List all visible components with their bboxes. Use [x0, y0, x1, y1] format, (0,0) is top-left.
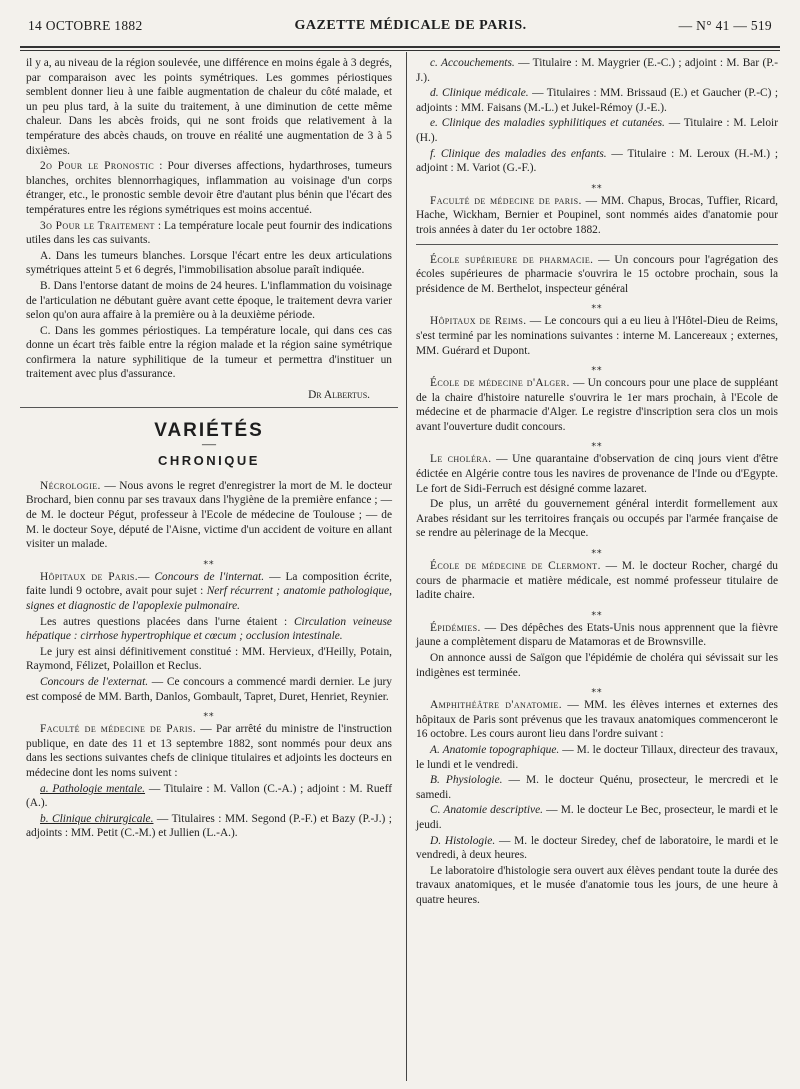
treatment-paragraph: [26, 219, 392, 248]
header-rule-thin: [20, 50, 780, 51]
amphitheatre-paragraph: [416, 698, 778, 742]
clinic-c-paragraph: [416, 56, 778, 85]
pharmacie-text: — Un concours pour l'agrégation des écoles supérieures de pharmacie s'ouvrira le 15 octobre prochain, sous la présidence de M. Berthelot, inspecteur général: [416, 253, 778, 295]
cholera-text: — Une quarantaine d'observation de cinq jours vient d'être édictée en Algérie contre tous les navires de provenance de l'Inde ou d'Egypte. Le fort de Sidi-Ferruch est désigné comme lazaret.: [416, 453, 779, 495]
externat-paragraph: [26, 675, 392, 704]
jury-paragraph: Le jury est ainsi définitivement constitué : MM. Hervieux, d'Heilly, Potain, Raymond, Félizet, Polaillon et Reclus.: [26, 645, 392, 673]
case-b-paragraph: B. Dans l'entorse datant de moins de 24 heures. L'inflammation du voisinage de l'articulation ne débutant guère avant cette époque, le traitement devra varier selon qu'on aura affaire à la première ou à la deuxième période.: [26, 279, 392, 322]
exam-subject: Nerf récurrent ; anatomie pathologique, signes et diagnostic de l'apoplexie pulmonaire.: [26, 585, 392, 612]
amphitheatre-text: — MM. les élèves internes et externes des hôpitaux de Paris sont prévenus que les travaux anatomiques commenceront le 16 octobre. Les cours auront lieu dans l'ordre suivant :: [416, 699, 778, 741]
epidemies-label: Épidémies.: [430, 621, 481, 634]
clinic-d-label: d. Clinique médicale.: [430, 87, 529, 100]
section-rule: [20, 407, 398, 408]
necrology-label: Nécrologie.: [40, 479, 101, 492]
alger-label: École de médecine d'Alger.: [430, 377, 570, 390]
varietes-heading: VARIÉTÉS: [154, 419, 264, 441]
header-rule: [20, 46, 780, 48]
hopitaux-paragraph: [26, 570, 392, 614]
hopitaux-text: — La composition écrite, faite lundi 9 octobre, avait pour sujet :: [26, 570, 392, 598]
course-d-label: D. Histologie.: [430, 834, 496, 847]
faculte-label: Faculté de médecine de Paris.: [40, 723, 197, 736]
epidemies-paragraph: [416, 621, 778, 650]
reims-paragraph: [416, 314, 778, 358]
course-b-label: B. Physiologie.: [430, 774, 503, 787]
reims-label: Hôpitaux de Reims.: [430, 315, 527, 328]
hopitaux-dash: —: [138, 570, 150, 583]
clermont-text: — M. le docteur Rocher, chargé du cours de pharmacie et matière médicale, est nommé professeur titulaire de ladite chaire.: [416, 560, 778, 602]
case-a-paragraph: A. Dans les tumeurs blanches. Lorsque l'écart entre les deux articulations symétriques atteint 5 et 6 degrés, l'immobilisation absolue paraît indiquée.: [26, 249, 392, 277]
clinic-f-text: — Titulaire : M. Leroux (H.-M.) ; adjoint : M. Variot (G.-F.).: [416, 147, 778, 175]
clinic-d-text: — Titulaires : MM. Brissaud (E.) et Gaucher (P.-C) ; adjoints : MM. Faisans (M.-L.) et Jukel-Rémoy (J.-E.).: [416, 87, 779, 114]
cholera-label: Le choléra.: [430, 453, 492, 466]
alger-text: — Un concours pour une place de suppléant de la chaire d'histoire naturelle s'ouvrira le 1er mars prochain, à l'Ecole de médecine et de pharmacie d'Alger. Le registre d'inscription sera clos un mois avant l'ouverture dudit concours.: [416, 377, 778, 433]
clinic-d-paragraph: [416, 86, 778, 115]
column-divider: [406, 52, 407, 1081]
laboratoire-paragraph: Le laboratoire d'histologie sera ouvert aux élèves pendant toute la durée des travaux anatomiques, et le musée d'anatomie tous les jours, de une heure à quatre heures.: [416, 864, 778, 906]
clinic-a-paragraph: [26, 782, 392, 811]
issue-number: — N° 41 — 519: [678, 18, 772, 33]
section-asterism: ⁎⁎: [591, 438, 603, 449]
prognostic-text: : Pour diverses affections, hydarthroses, tumeurs blanches, orchites blennorrhagiques, inflammation au voisinage d'un corps étranger, etc., le pronostic semble devoir être d'autant plus bénin que l'écart des températures entre les régions symétriques est moins accentué.: [26, 160, 392, 216]
section-asterism: ⁎⁎: [591, 179, 603, 190]
course-a-label: A. Anatomie topographique.: [430, 743, 560, 756]
section-asterism: ⁎⁎: [591, 362, 603, 373]
clinic-b-paragraph: [26, 812, 392, 841]
course-d-text: — M. le docteur Siredey, chef de laboratoire, le mardi et le vendredi, à deux heures.: [416, 834, 778, 862]
cholera-paragraph-2: De plus, un arrêté du gouvernement général interdit formellement aux Arabes résidant sur les territoires français ou occupés par l'armée française de se rendre au pèlerinage de la Mecque.: [416, 498, 778, 540]
reims-text: — Le concours qui a eu lieu à l'Hôtel-Dieu de Reims, s'est terminé par les nominations suivantes : interne M. Lancereaux ; externes, MM. Guérard et Dupont.: [416, 315, 778, 357]
right-column: [416, 56, 778, 909]
course-b-paragraph: [416, 773, 778, 802]
internat-label: Concours de l'internat.: [154, 570, 265, 583]
clinic-e-paragraph: [416, 116, 778, 145]
necrology-paragraph: [26, 479, 392, 552]
left-column: [26, 56, 392, 842]
treatment-text: : La température locale peut fournir des indications utiles dans les cas suivants.: [26, 219, 392, 247]
externat-label: Concours de l'externat.: [40, 675, 149, 688]
section-asterism: ⁎⁎: [203, 555, 215, 566]
pharmacie-paragraph: [416, 253, 778, 297]
course-b-text: — M. le docteur Quénu, prosecteur, le mercredi et le samedi.: [416, 774, 778, 801]
questions-paragraph: [26, 615, 392, 644]
amphitheatre-label: Amphithéâtre d'anatomie.: [430, 699, 562, 712]
course-a-text: — M. le docteur Tillaux, directeur des travaux, le lundi et le vendredi.: [416, 743, 778, 771]
faculte-paragraph: [26, 722, 392, 780]
cholera-paragraph: [416, 452, 778, 496]
clinic-c-text: — Titulaire : M. Maygrier (E.-C.) ; adjoint : M. Bar (P.-J.).: [416, 57, 779, 84]
externat-text: — Ce concours a commencé mardi dernier. Le jury est composé de MM. Barth, Danlos, Gombault, Tapret, Duret, Henriet, Reynier.: [26, 675, 392, 703]
section-asterism: ⁎⁎: [591, 545, 603, 556]
course-d-paragraph: [416, 834, 778, 863]
section-asterism: ⁎⁎: [591, 300, 603, 311]
faculte2-text: — MM. Chapus, Brocas, Tuffier, Ricard, Hache, Wickham, Bernier et Poupinel, sont nommés aides d'anatomie pour trois années à dater du 1er octobre 1882.: [416, 194, 778, 236]
journal-title: GAZETTE MÉDICALE DE PARIS.: [294, 18, 527, 33]
clermont-label: École de médecine de Clermont.: [430, 560, 601, 573]
clinic-e-label: e. Clinique des maladies syphilitiques et cutanées.: [430, 117, 665, 130]
clinic-e-text: — Titulaire : M. Leloir (H.).: [416, 117, 778, 144]
clinic-c-label: c. Accouchements.: [430, 57, 515, 69]
clinic-b-text: — Titulaires : MM. Segond (P.-F.) et Bazy (P.-J.) ; adjoints : MM. Petit (C.-M.) et Jullien (L.-A.).: [26, 812, 392, 840]
epidemies-paragraph-2: On annonce aussi de Saïgon que l'épidémie de choléra qui sévissait sur les indigènes est terminée.: [416, 652, 778, 679]
prognostic-paragraph: [26, 159, 392, 217]
pharmacie-label: École supérieure de pharmacie.: [430, 253, 594, 266]
course-c-text: — M. le docteur Le Bec, prosecteur, le mardi et le jeudi.: [416, 804, 778, 831]
case-c-paragraph: C. Dans les gommes périostiques. La température locale, qui dans ces cas donne un écart très faible entre la région malade et la région saine symétrique confirmera la nature syphilitique de la tumeur et permettra d'instituer un traitement avec plus d'assurance.: [26, 324, 392, 381]
issue-date: 14 OCTOBRE 1882: [28, 18, 143, 33]
prognostic-label: 2o Pour le Pronostic: [40, 160, 155, 173]
questions-list: Circulation veineuse hépatique : cirrhose hypertrophique et cœcum ; occlusion intestinale.: [26, 615, 392, 643]
heading-dash: —: [202, 437, 216, 453]
alger-paragraph: [416, 376, 778, 434]
course-c-paragraph: [416, 803, 778, 832]
hopitaux-label: Hôpitaux de Paris.: [40, 570, 139, 583]
course-a-paragraph: [416, 743, 778, 772]
clinic-a-text: — Titulaire : M. Vallon (C.-A.) ; adjoint : M. Rueff (A.).: [26, 782, 392, 810]
faculte2-paragraph: [416, 194, 778, 238]
epidemies-text: — Des dépêches des Etats-Unis nous apprennent que la fièvre jaune a complètement disparu de Matamoras et de Brownsville.: [416, 621, 778, 649]
clinic-f-label: f. Clinique des maladies des enfants.: [430, 147, 607, 160]
clermont-paragraph: [416, 559, 778, 603]
course-c-label: C. Anatomie descriptive.: [430, 804, 544, 817]
faculte-text: — Par arrêté du ministre de l'instruction publique, en date des 11 et 13 septembre 1882, sont nommés pour deux ans dans les sections suivantes chefs de clinique titulaires et adjoints les docteurs en médecine dont les noms suivent :: [26, 723, 392, 779]
necrology-text: — Nous avons le regret d'enregistrer la mort de M. le docteur Brochard, bien connu par ses travaux dans l'hygiène de la première enfance ; — de M. le docteur Pégut, professeur à l'Ecole de médecine de Toulouse ; — de M. le docteur Soye, député de l'Aisne, victime d'un accident de voiture en allant visiter un malade.: [26, 479, 392, 551]
clinic-b-label: b. Clinique chirurgicale.: [40, 812, 154, 825]
treatment-label: 3o Pour le Traitement: [40, 219, 155, 232]
page-header: [28, 12, 772, 40]
questions-text: Les autres questions placées dans l'urne étaient :: [40, 615, 294, 628]
section-asterism: ⁎⁎: [203, 708, 215, 719]
clinic-f-paragraph: [416, 147, 778, 176]
section-asterism: ⁎⁎: [591, 606, 603, 617]
chronique-heading: CHRONIQUE: [158, 453, 260, 469]
author-signature: Dr Albertus.: [308, 389, 370, 402]
faculte2-label: Faculté de médecine de paris.: [430, 194, 582, 207]
section-rule: [416, 244, 778, 245]
clinic-a-label: a. Pathologie mentale.: [40, 782, 146, 795]
section-asterism: ⁎⁎: [591, 684, 603, 695]
intro-paragraph: il y a, au niveau de la région soulevée, une différence en moins égale à 3 degrés, par comparaison avec les points symétriques. Les gommes périostiques semblent donner lieu à une faible augmentation de chaleur du côté malade, et un peu plus tard, à la suite du traitement, à une diminution de cette même chaleur. Dans les abcès froids, qui ne sont froids que relativement à la température des abcès chauds, on trouve en réalité une augmentation de 3 à 5 dixièmes.: [26, 57, 392, 157]
